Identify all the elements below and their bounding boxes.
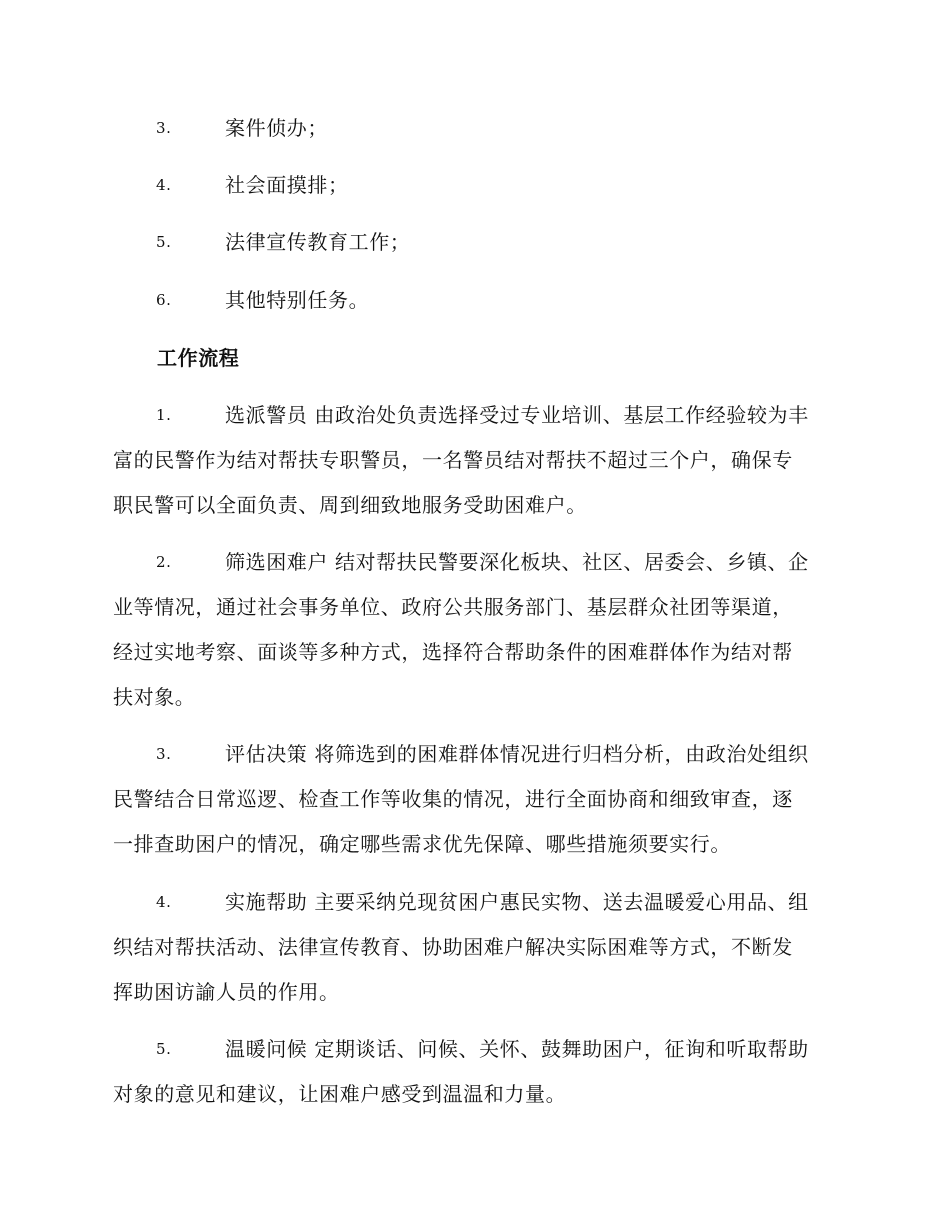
workflow-step-line: 职民警可以全面负责、周到细致地服务受助困难户。 xyxy=(113,493,587,517)
task-item-number: 4. xyxy=(156,176,172,194)
workflow-step xyxy=(113,732,843,867)
task-item xyxy=(113,278,843,323)
workflow-step-line: 一排查助困户的情况，确定哪些需求优先保障、哪些措施须要实行。 xyxy=(113,832,731,856)
workflow-step-line: 对象的意见和建议，让困难户感受到温温和力量。 xyxy=(113,1082,567,1106)
workflow-step-line: 温暖问候 定期谈话、问候、关怀、鼓舞助困户，征询和听取帮助 xyxy=(225,1037,809,1061)
workflow-step xyxy=(113,880,843,1015)
task-item-number: 5. xyxy=(156,233,172,251)
task-item-text: 其他特别任务。 xyxy=(225,288,370,312)
task-item-text: 社会面摸排； xyxy=(225,173,349,197)
workflow-step-line: 挥助困访諭人员的作用。 xyxy=(113,980,340,1004)
workflow-step-line: 经过实地考察、面谈等多种方式，选择符合帮助条件的困难群体作为结对帮 xyxy=(113,640,793,664)
task-item-number: 6. xyxy=(156,291,172,309)
workflow-step-number: 4. xyxy=(156,893,172,911)
workflow-step-number: 1. xyxy=(156,406,172,424)
workflow-step-line: 筛选困难户 结对帮扶民警要深化板块、社区、居委会、乡镇、企 xyxy=(225,550,809,574)
workflow-step-line: 民警结合日常巡逻、检查工作等收集的情况，进行全面协商和细致审查，逐 xyxy=(113,787,793,811)
workflow-step-line: 织结对帮扶活动、法律宣传教育、协助困难户解决实际困难等方式，不断发 xyxy=(113,935,793,959)
section-heading: 工作流程 xyxy=(157,346,240,370)
task-item-text: 法律宣传教育工作； xyxy=(225,230,411,254)
workflow-step-line: 选派警员 由政治处负责选择受过专业培训、基层工作经验较为丰 xyxy=(225,403,809,427)
workflow-step-line: 扶对象。 xyxy=(113,685,196,709)
task-item-text: 案件侦办； xyxy=(225,116,328,140)
task-item xyxy=(113,220,843,265)
workflow-step-line: 业等情况，通过社会事务单位、政府公共服务部门、基层群众社团等渠道， xyxy=(113,595,793,619)
workflow-step-line: 实施帮助 主要采纳兑现贫困户惠民实物、送去温暖爱心用品、组 xyxy=(225,890,809,914)
task-item-number: 3. xyxy=(156,119,172,137)
workflow-step-number: 3. xyxy=(156,745,172,763)
workflow-step-line: 富的民警作为结对帮扶专职警员，一名警员结对帮扶不超过三个户，确保专 xyxy=(113,448,793,472)
task-item xyxy=(113,163,843,208)
workflow-step xyxy=(113,393,843,528)
workflow-step xyxy=(113,540,843,720)
workflow-step-line: 评估决策 将筛选到的困难群体情况进行归档分析，由政治处组织 xyxy=(225,742,809,766)
task-item xyxy=(113,106,843,151)
workflow-step-number: 5. xyxy=(156,1040,172,1058)
workflow-step-number: 2. xyxy=(156,553,172,571)
workflow-step xyxy=(113,1027,843,1117)
